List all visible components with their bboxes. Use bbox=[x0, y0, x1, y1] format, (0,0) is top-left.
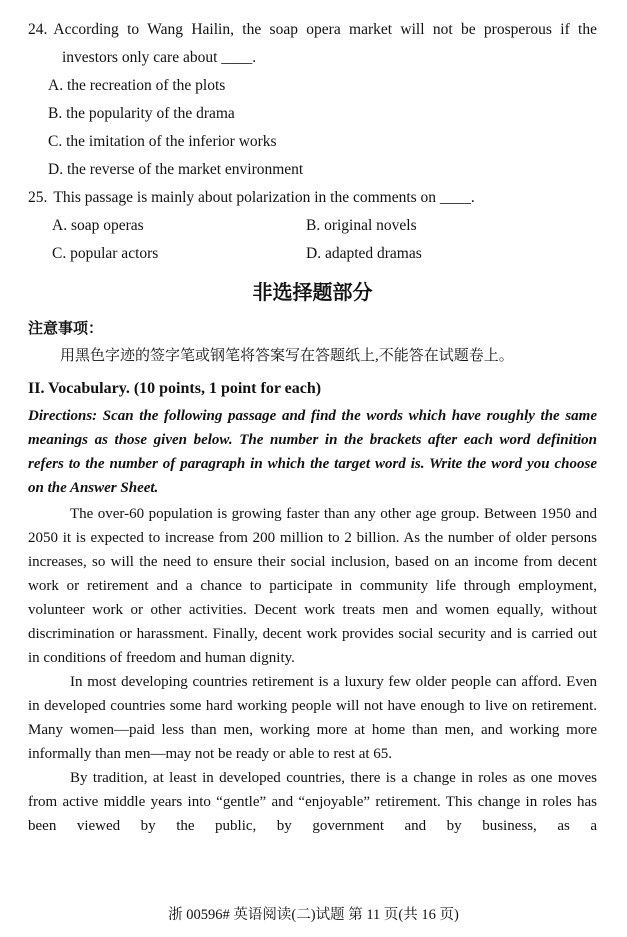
notice-title: 注意事项： bbox=[28, 320, 104, 337]
question-25-stem-text: This passage is mainly about polarization in the comments on ____. bbox=[53, 189, 475, 206]
question-24-option-d: D. the reverse of the market environment bbox=[48, 161, 304, 178]
passage-paragraph-3: By tradition, at least in developed countries, there is a change in roles as one moves from active middle years into “gentle” and “enjoyable” retirement. This change in roles has been viewed by the public, by government and by business, as a bbox=[28, 770, 597, 834]
question-25-option-a: A. soap operas bbox=[52, 217, 144, 234]
question-24-stem-text: According to Wang Hailin, the soap opera market will not be prosperous if the investors only care about ____. bbox=[53, 21, 597, 66]
question-25-stem bbox=[28, 184, 597, 212]
question-24-option-c: C. the imitation of the inferior works bbox=[48, 133, 277, 150]
vocabulary-directions: Directions: Scan the following passage and find the words which have roughly the same meanings as those given below. The number in the brackets after each word definition refers to the number of paragraph in which the target word is. Write the word you choose on the Answer Sheet. bbox=[28, 408, 597, 496]
question-24-number: 24. bbox=[28, 21, 48, 38]
question-24-stem bbox=[28, 16, 597, 72]
section-heading-non-choice: 非选择题部分 bbox=[252, 282, 373, 304]
question-25-options bbox=[52, 212, 597, 268]
question-24-option-a: A. the recreation of the plots bbox=[48, 77, 226, 94]
question-25-option-b: B. original novels bbox=[306, 217, 417, 234]
question-24-option-b: B. the popularity of the drama bbox=[48, 105, 235, 122]
passage-paragraph-1: The over-60 population is growing faster than any other age group. Between 1950 and 2050 it is expected to increase from 200 million to 2 billion. As the number of older persons increases, so will the need to ensure their social inclusion, based on an income from decent work or retirement and a chance to participate in community life through employment, volunteer work or other activities. Decent work treats men and women equally, without discrimination or harassment. Finally, decent work provides social security and is carried out in conditions of freedom and human dignity. bbox=[28, 506, 597, 666]
vocabulary-heading: II. Vocabulary. (10 points, 1 point for each) bbox=[28, 380, 322, 397]
question-25-number: 25. bbox=[28, 189, 48, 206]
notice-block bbox=[28, 316, 597, 370]
page-footer: 浙 00596# 英语阅读(二)试题 第 11 页(共 16 页) bbox=[168, 907, 459, 923]
question-25-option-c: C. popular actors bbox=[52, 245, 159, 262]
notice-body: 用黑色字迹的签字笔或钢笔将答案写在答题纸上,不能答在试题卷上。 bbox=[60, 348, 514, 364]
question-25-option-d: D. adapted dramas bbox=[306, 245, 422, 262]
vocabulary-section bbox=[28, 374, 597, 838]
vocabulary-passage bbox=[28, 502, 597, 838]
passage-paragraph-2: In most developing countries retirement is a luxury few older people can afford. Even in developed countries some hard working people will not have enough to live on retirement. Many women—paid less than men, working more at home than men, and working more informally than men—may not be ready or able to rest at 65. bbox=[28, 674, 597, 762]
question-24 bbox=[28, 16, 597, 184]
question-25 bbox=[28, 184, 597, 268]
